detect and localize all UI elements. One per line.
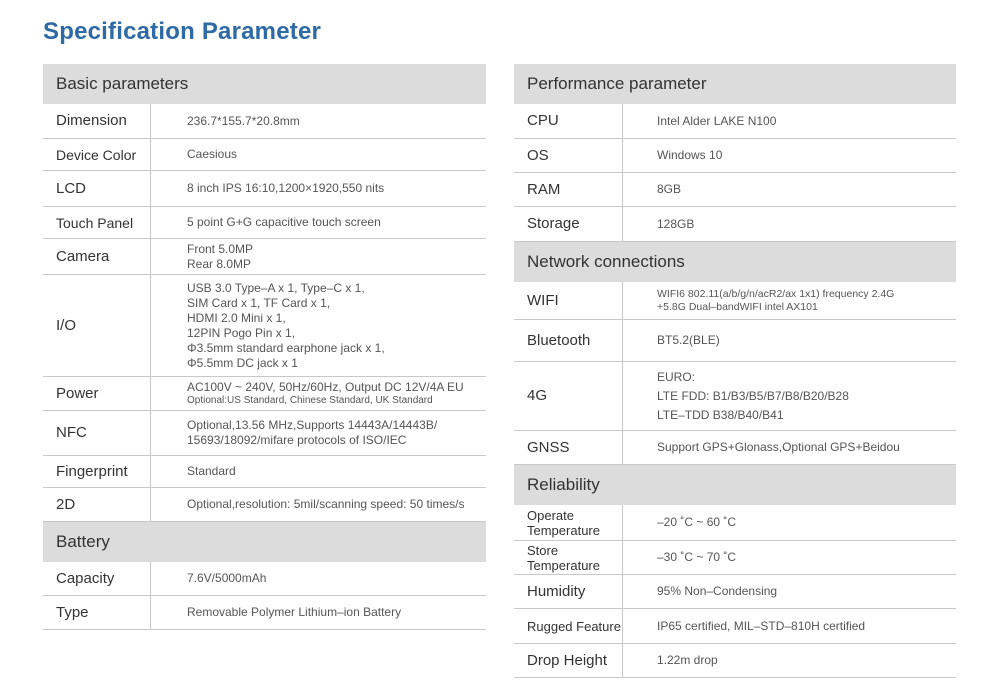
spec-value: Support GPS+Glonass,Optional GPS+Beidou [657, 440, 900, 454]
spec-row-operate-temperature [514, 505, 956, 541]
spec-label: 4G [514, 362, 623, 430]
spec-value: 8 inch IPS 16:10,1200×1920,550 nits [187, 181, 385, 195]
spec-label: Drop Height [514, 644, 623, 677]
section-network-connections: Network connections [514, 242, 956, 282]
spec-row-dimension [43, 104, 486, 139]
spec-value: –30 ˚C ~ 70 ˚C [657, 550, 737, 564]
spec-value: EURO: LTE FDD: B1/B3/B5/B7/B8/B20/B28 LTE–TDD B38/B40/B41 [657, 369, 849, 422]
spec-value: Windows 10 [657, 148, 723, 162]
spec-value: 236.7*155.7*20.8mm [187, 113, 300, 128]
section-basic-parameters: Basic parameters [43, 64, 486, 104]
spec-row-touch-panel [43, 207, 486, 239]
spec-value: Optional,13.56 MHz,Supports 14443A/14443B/ 15693/18092/mifare protocols of ISO/IEC [187, 418, 438, 447]
spec-label: 2D [43, 488, 151, 521]
spec-row-drop-height [514, 644, 956, 678]
spec-value: 1.22m drop [657, 653, 718, 667]
spec-value: Removable Polymer Lithium–ion Battery [187, 605, 402, 619]
spec-label: Dimension [43, 104, 151, 138]
spec-row-4g [514, 362, 956, 431]
spec-label: Storage [514, 207, 623, 241]
spec-label: RAM [514, 173, 623, 206]
spec-value: Caesious [187, 147, 238, 161]
spec-value: BT5.2(BLE) [657, 333, 720, 347]
spec-row-2d [43, 488, 486, 522]
right-column [514, 64, 956, 678]
spec-label: Operate Temperature [514, 505, 623, 540]
spec-value: 5 point G+G capacitive touch screen [187, 215, 381, 229]
spec-row-device-color [43, 139, 486, 171]
spec-label: OS [514, 139, 623, 172]
spec-label: Power [43, 377, 151, 410]
spec-row-os [514, 139, 956, 173]
spec-row-capacity [43, 562, 486, 596]
spec-label: CPU [514, 104, 623, 138]
spec-row-power [43, 377, 486, 411]
section-battery: Battery [43, 522, 486, 562]
spec-row-camera [43, 239, 486, 275]
page-title: Specification Parameter [43, 18, 322, 45]
spec-label: Capacity [43, 562, 151, 595]
spec-row-ram [514, 173, 956, 207]
spec-label: Bluetooth [514, 320, 623, 361]
spec-label: Rugged Feature [514, 609, 623, 643]
spec-row-fingerprint [43, 456, 486, 488]
spec-label: GNSS [514, 431, 623, 464]
spec-label: Type [43, 596, 151, 629]
spec-row-io [43, 275, 486, 377]
spec-label: Store Temperature [514, 541, 623, 574]
spec-row-lcd [43, 171, 486, 207]
spec-row-gnss [514, 431, 956, 465]
spec-row-nfc [43, 411, 486, 456]
spec-label: Fingerprint [43, 456, 151, 487]
spec-label: LCD [43, 171, 151, 206]
spec-row-rugged-feature [514, 609, 956, 644]
spec-value: 7.6V/5000mAh [187, 571, 267, 585]
spec-row-humidity [514, 575, 956, 609]
spec-value: Standard [187, 464, 236, 478]
spec-label: Humidity [514, 575, 623, 608]
left-column [43, 64, 486, 630]
spec-row-storage [514, 207, 956, 242]
spec-value: 8GB [657, 182, 682, 196]
section-performance-parameter: Performance parameter [514, 64, 956, 104]
spec-value: Optional,resolution: 5mil/scanning speed: 50 times/s [187, 497, 465, 511]
spec-label: NFC [43, 411, 151, 455]
spec-label: WIFI [514, 282, 623, 319]
spec-label: Touch Panel [43, 207, 151, 238]
spec-row-store-temperature [514, 541, 956, 575]
spec-value: 95% Non–Condensing [657, 584, 778, 598]
spec-label: Camera [43, 239, 151, 274]
spec-value: WIFI6 802.11(a/b/g/n/acR2/ax 1x1) frequency 2.4G +5.8G Dual–bandWIFI intel AX101 [657, 287, 895, 313]
spec-value: USB 3.0 Type–A x 1, Type–C x 1, SIM Card x 1, TF Card x 1, HDMI 2.0 Mini x 1, 12PIN Pogo Pin x 1, Φ3.5mm standard earphone jack x 1, Φ5.5mm DC jack x 1 [187, 280, 385, 370]
spec-row-bluetooth [514, 320, 956, 362]
spec-row-wifi [514, 282, 956, 320]
spec-row-cpu [514, 104, 956, 139]
spec-value: IP65 certified, MIL–STD–810H certified [657, 618, 866, 633]
spec-value: AC100V ~ 240V, 50Hz/60Hz, Output DC 12V/4A EU Optional:US Standard, Chinese Standard, UK Standard [187, 380, 464, 406]
spec-label: I/O [43, 275, 151, 376]
spec-value: Intel Alder LAKE N100 [657, 113, 777, 128]
spec-label: Device Color [43, 139, 151, 170]
spec-value: 128GB [657, 216, 695, 231]
spec-row-type [43, 596, 486, 630]
section-reliability: Reliability [514, 465, 956, 505]
spec-value: Front 5.0MP Rear 8.0MP [187, 241, 254, 271]
spec-value: –20 ˚C ~ 60 ˚C [657, 515, 737, 529]
